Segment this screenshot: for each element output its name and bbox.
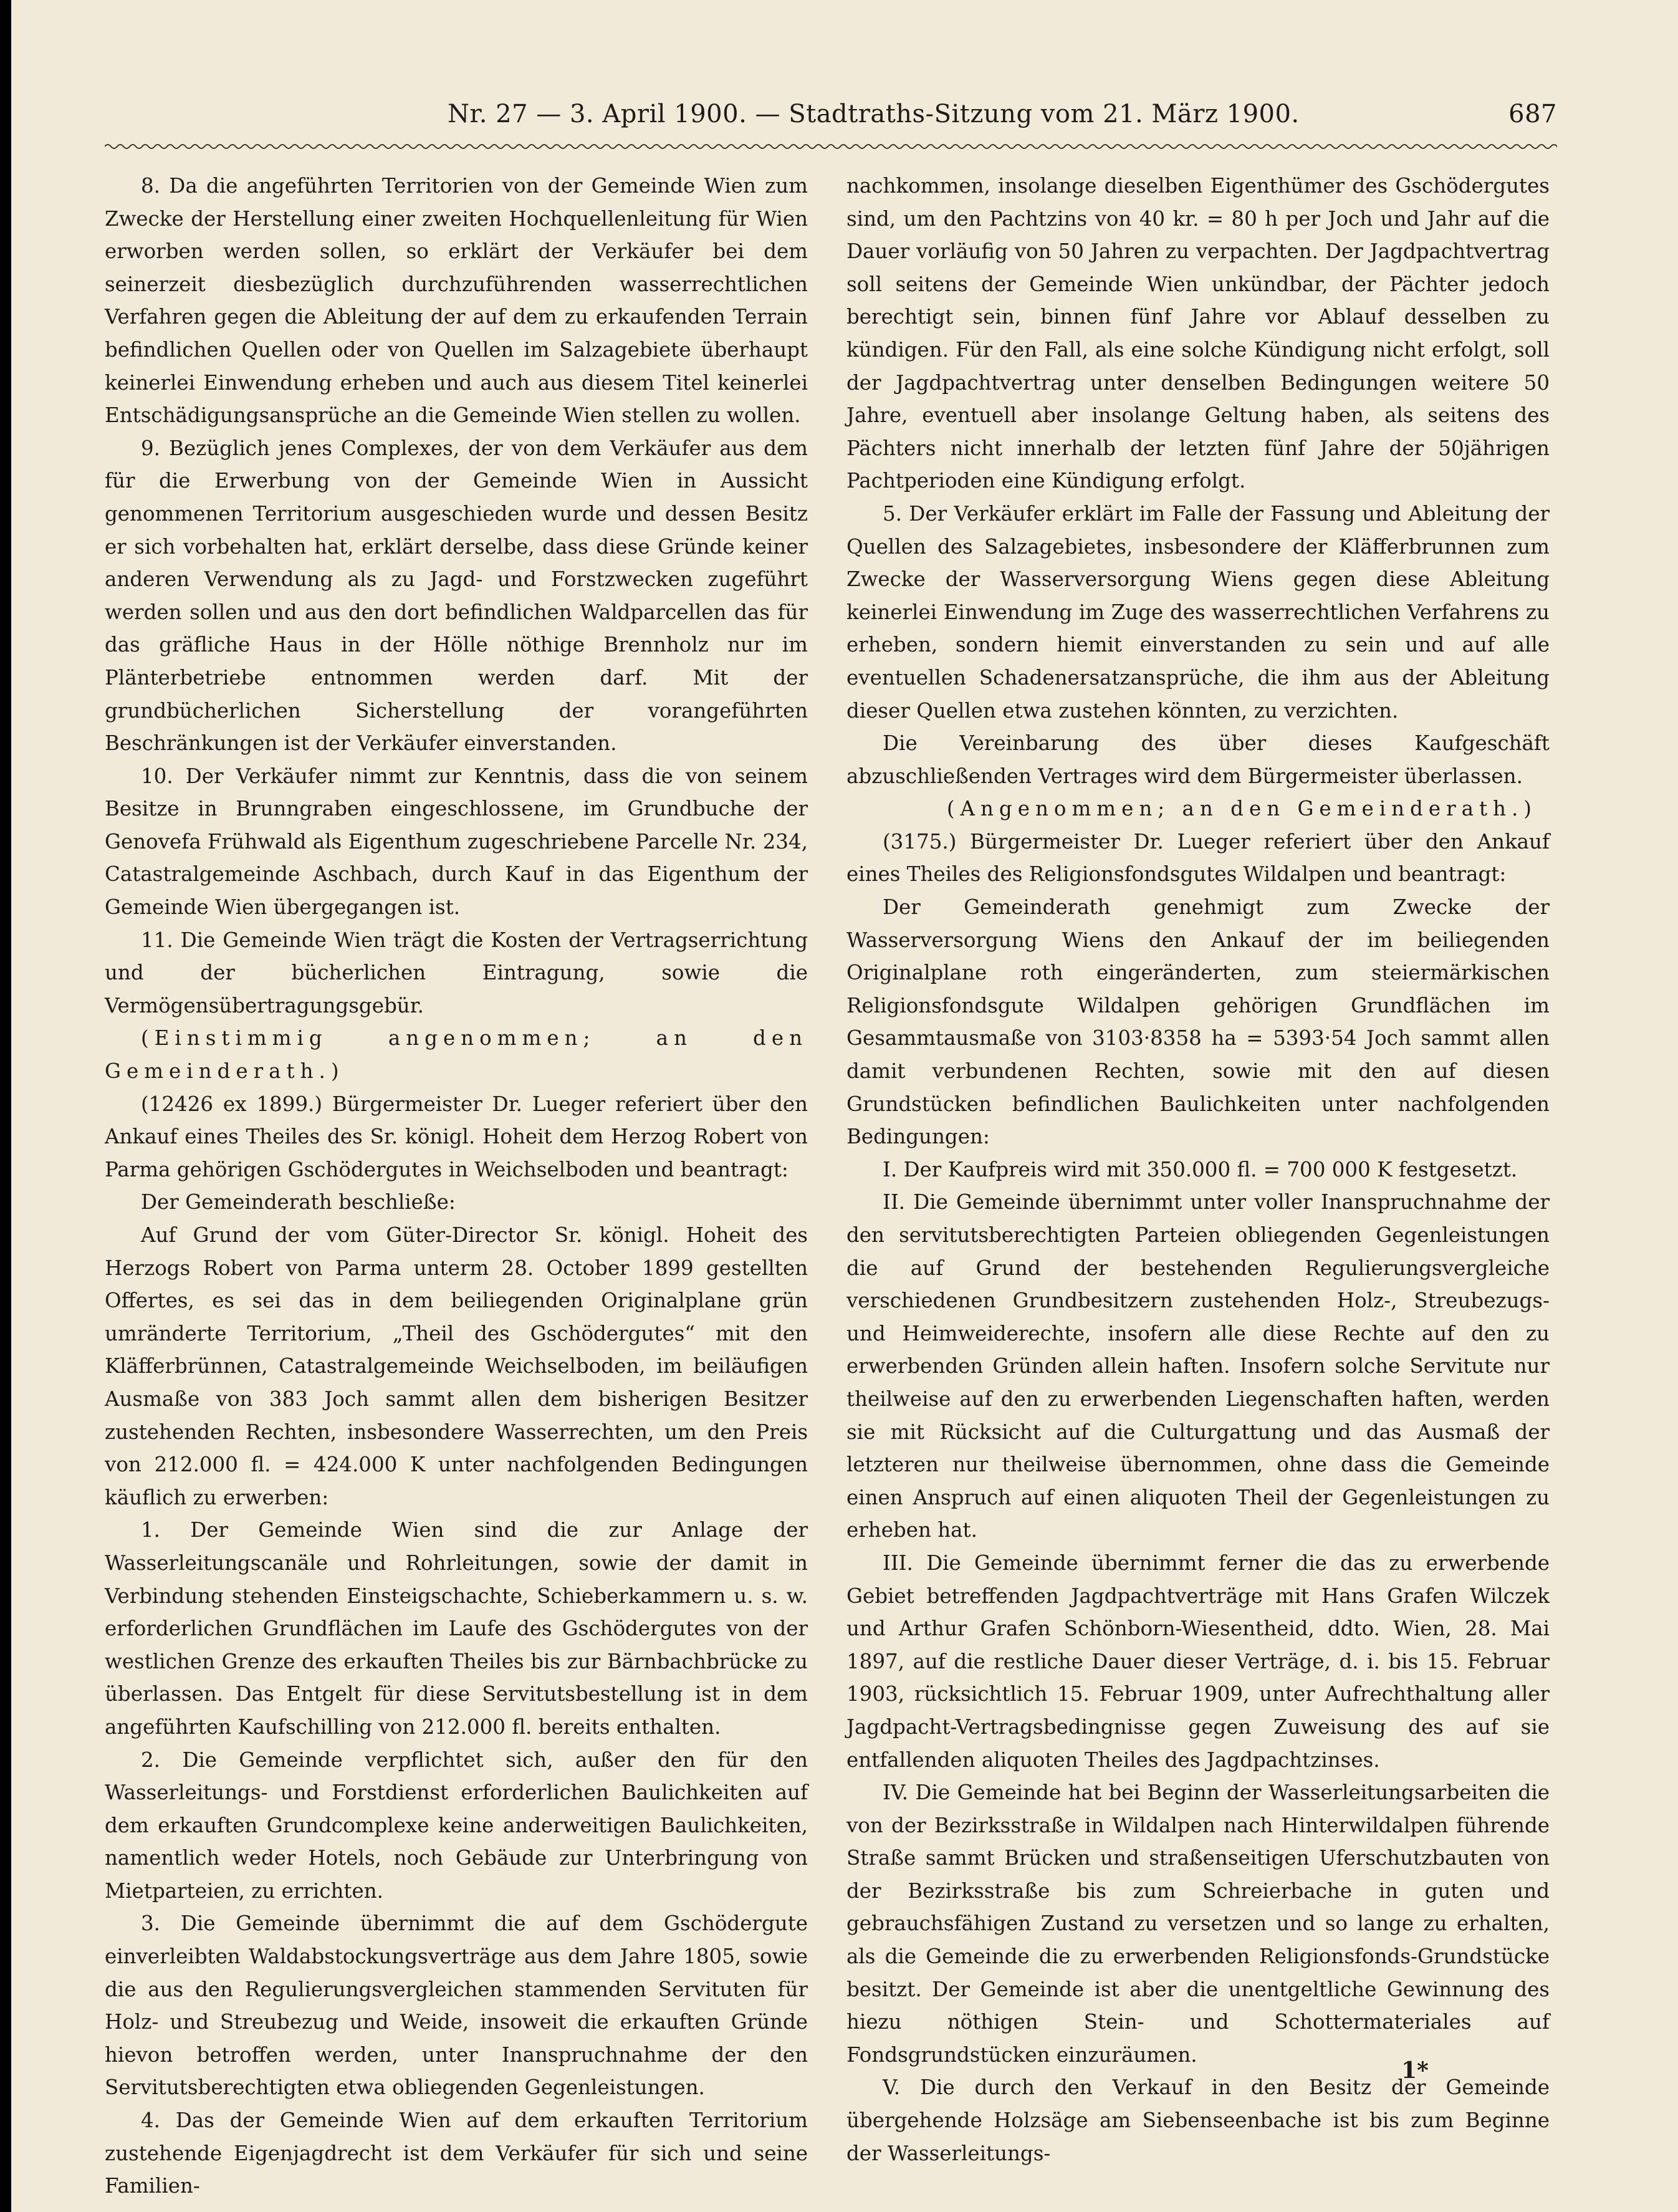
page-header <box>105 100 1557 137</box>
paragraph-9: 9. Bezüglich jenes Complexes, der von dem Verkäufer aus dem für die Erwerbung von der Gemeinde Wien in Aussicht genommenen Territorium ausgeschieden wurde und dessen Besitz er sich vorbehalten hat, erklärt derselbe, dass diese Gründe keiner anderen Verwendung als zu Jagd- und Forstzwecken zugeführt werden sollen und aus den dort befindlichen Waldparcellen das für das gräfliche Haus in der Hölle nöthige Brennholz nur im Plänterbetriebe entnommen werden darf. Mit der grundbücherlichen Sicherstellung der vorangeführten Beschränkungen ist der Verkäufer einverstanden. <box>105 436 808 756</box>
condition-1: 1. Der Gemeinde Wien sind die zur Anlage der Wasserleitungscanäle und Rohrleitungen, sowie der damit in Verbindung stehenden Einsteigschachte, Schieberkammern u. s. w. erforderlichen Grundflächen im Laufe des Gschödergutes von der westlichen Grenze des erkauften Theiles bis zur Bärnbachbrücke zu überlassen. Das Entgelt für diese Servitutsbestellung ist in dem angeführten Kaufschilling von 212.000 fl. bereits enthalten. <box>105 1518 808 1739</box>
resolution-note-2: (Angenommen; an den Gemeinderath.) <box>946 797 1537 821</box>
condition-I: I. Der Kaufpreis wird mit 350.000 fl. = 700 000 K festgesetzt. <box>883 1157 1518 1181</box>
paragraph-10: 10. Der Verkäufer nimmt zur Kenntnis, dass die von seinem Besitze in Brunngraben eingeschlossene, im Grundbuche der Genovefa Frühwald als Eigenthum zugeschriebene Parcelle Nr. 234, Catastralgemeinde Aschbach, durch Kauf in das Eigenthum der Gemeinde Wien übergegangen ist. <box>105 764 808 920</box>
paragraph-8: 8. Da die angeführten Territorien von der Gemeinde Wien zum Zwecke der Herstellung einer zweiten Hochquellenleitung für Wien erworben werden sollen, so erklärt der Verkäufer bei dem seinerzeit diesbezüglich durchzuführenden wasserrechtlichen Verfahren gegen die Ableitung der auf dem zu erkaufenden Terrain befindlichen Quellen oder von Quellen im Salzagebiete überhaupt keinerlei Einwendung erheben und auch aus diesem Titel keinerlei Entschädigungsansprüche an die Gemeinde Wien stellen zu wollen. <box>105 174 808 428</box>
resolution-note: (Einstimmig angenommen; an den Gemeinderath.) <box>105 1026 808 1084</box>
motion-heading: Der Gemeinderath beschließe: <box>141 1190 456 1214</box>
condition-III: III. Die Gemeinde übernimmt ferner die das zu erwerbende Gebiet betreffenden Jagdpachtverträge mit Hans Grafen Wilczek und Arthur Grafen Schönborn-Wiesentheid, ddto. Wien, 28. Mai 1897, auf die restliche Dauer dieser Verträge, d. i. bis 15. Februar 1903, rücksichtlich 15. Februar 1909, unter Aufrechthaltung aller Jagdpacht-Vertragsbedingnisse gegen Zuweisung des auf sie entfallenden aliquoten Theiles des Jagdpachtzinses. <box>846 1551 1550 1772</box>
left-column <box>105 170 808 2203</box>
motion-text: Auf Grund der vom Güter-Director Sr. königl. Hoheit des Herzogs Robert von Parma unterm 28. October 1899 gestellten Offertes, es sei das in dem beiliegenden Originalplane grün umränderte Territorium, „Theil des Gschödergutes“ mit den Kläfferbrünnen, Catastralgemeinde Weichselboden, im beiläufigen Ausmaße von 383 Joch sammt allen dem bisherigen Besitzer zustehenden Rechten, insbesondere Wasserrechten, um den Preis von 212.000 fl. = 424.000 K unter nachfolgenden Bedingungen käuflich zu erwerben: <box>105 1223 808 1509</box>
condition-II: II. Die Gemeinde übernimmt unter voller Inanspruchnahme der den servitutsberechtigten Parteien obliegenden Gegenleistungen die auf Grund der bestehenden Regulierungsvergleiche verschiedenen Grundbesitzern zustehenden Holz-, Streubezugs- und Heimweiderechte, insofern alle diese Rechte auf den zu erwerbenden Gründen allein haften. Insofern solche Servitute nur theilweise auf den zu erwerbenden Liegenschaften haften, werden sie mit Rücksicht auf die Culturgattung und das Ausmaß der letzteren nur theilweise übernommen, ohne dass die Gemeinde einen Anspruch auf einen aliquoten Theil der Gegenleistungen zu erheben hat. <box>846 1190 1550 1542</box>
motion-text-2: Der Gemeinderath genehmigt zum Zwecke der Wasserversorgung Wiens den Ankauf der im beiliegenden Originalplane roth eingeränderten, zum steiermärkischen Religionsfondsgute Wildalpen gehörigen Grundflächen im Gesammtausmaße von 3103·8358 ha = 5393·54 Joch sammt allen damit verbundenen Rechten, sowie mit den auf diesen Grundstücken befindlichen Baulichkeiten unter nachfolgenden Bedingungen: <box>846 895 1550 1149</box>
report-intro-2: (3175.) Bürgermeister Dr. Lueger referiert über den Ankauf eines Theiles des Religionsfondsgutes Wildalpen und beantragt: <box>846 829 1550 887</box>
right-column <box>846 170 1550 2170</box>
condition-4: 4. Das der Gemeinde Wien auf dem erkauften Territorium zustehende Eigenjagdrecht ist dem Verkäufer für sich und seine Familien- <box>105 2109 808 2198</box>
condition-4-continued: nachkommen, insolange dieselben Eigenthümer des Gschödergutes sind, um den Pachtzins von 40 kr. = 80 h per Joch und Jahr auf die Dauer vorläufig von 50 Jahren zu verpachten. Der Jagdpachtvertrag soll seitens der Gemeinde Wien unkündbar, der Pächter jedoch berechtigt sein, binnen fünf Jahre vor Ablauf desselben zu kündigen. Für den Fall, als eine solche Kündigung nicht erfolgt, soll der Jagdpachtvertrag unter denselben Bedingungen weitere 50 Jahre, eventuell aber insolange Geltung haben, als seitens des Pächters nicht innerhalb der letzten fünf Jahre der 50jährigen Pachtperioden eine Kündigung erfolgt. <box>846 174 1550 493</box>
agreement-note: Die Vereinbarung des über dieses Kaufgeschäft abzuschließenden Vertrages wird dem Bürgermeister überlassen. <box>846 731 1550 788</box>
condition-5: 5. Der Verkäufer erklärt im Falle der Fassung und Ableitung der Quellen des Salzagebietes, insbesondere der Kläfferbrunnen zum Zwecke der Wasserversorgung Wiens gegen diese Ableitung keinerlei Einwendung im Zuge des wasserrechtlichen Verfahrens zu erheben, sondern hiemit einverstanden zu sein und auf alle eventuellen Schadenersatzansprüche, die ihm aus der Ableitung dieser Quellen etwa zustehen könnten, zu verzichten. <box>846 501 1550 723</box>
signature-mark: 1* <box>1401 2057 1429 2084</box>
condition-V: V. Die durch den Verkauf in den Besitz der Gemeinde übergehende Holzsäge am Siebenseenbache ist bis zum Beginne der Wasserleitungs- <box>846 2075 1550 2165</box>
condition-IV: IV. Die Gemeinde hat bei Beginn der Wasserleitungsarbeiten die von der Bezirksstraße in Wildalpen nach Hinterwildalpen führende Straße sammt Brücken und straßenseitigen Uferschutzbauten von der Bezirksstraße bis zum Schreierbache in guten und gebrauchsfähigen Zustand zu versetzen und so lange zu erhalten, als die Gemeinde die zu erwerbenden Religionsfonds-Grundstücke besitzt. Der Gemeinde ist aber die unentgeltliche Gewinnung des hiezu nöthigen Stein- und Schottermateriales auf Fondsgrundstücken einzuräumen. <box>846 1781 1550 2067</box>
page-number: 687 <box>1508 100 1557 128</box>
issue-line: Nr. 27 — 3. April 1900. — Stadtraths-Sitzung vom 21. März 1900. <box>448 100 1300 128</box>
paragraph-11: 11. Die Gemeinde Wien trägt die Kosten der Vertragserrichtung und der bücherlichen Eintragung, sowie die Vermögensübertragungsgebür. <box>105 928 808 1017</box>
header-wavy-rule <box>105 142 1557 151</box>
report-intro: (12426 ex 1899.) Bürgermeister Dr. Lueger referiert über den Ankauf eines Theiles des Sr. königl. Hoheit dem Herzog Robert von Parma gehörigen Gschödergutes in Weichselboden und beantragt: <box>105 1092 808 1181</box>
condition-2: 2. Die Gemeinde verpflichtet sich, außer den für den Wasserleitungs- und Forstdienst erforderlichen Baulichkeiten auf dem erkauften Grundcomplexe keine anderweitigen Baulichkeiten, namentlich weder Hotels, noch Gebäude zur Unterbringung von Mietparteien, zu errichten. <box>105 1748 808 1903</box>
document-page <box>11 0 1678 2212</box>
condition-3: 3. Die Gemeinde übernimmt die auf dem Gschödergute einverleibten Waldabstockungsverträge aus dem Jahre 1805, sowie die aus den Regulierungsvergleichen stammenden Servituten für Holz- und Streubezug und Weide, insoweit die erkauften Gründe hievon betroffen werden, unter Inanspruchnahme der den Servitutsberechtigten etwa obliegenden Gegenleistungen. <box>105 1911 808 2100</box>
